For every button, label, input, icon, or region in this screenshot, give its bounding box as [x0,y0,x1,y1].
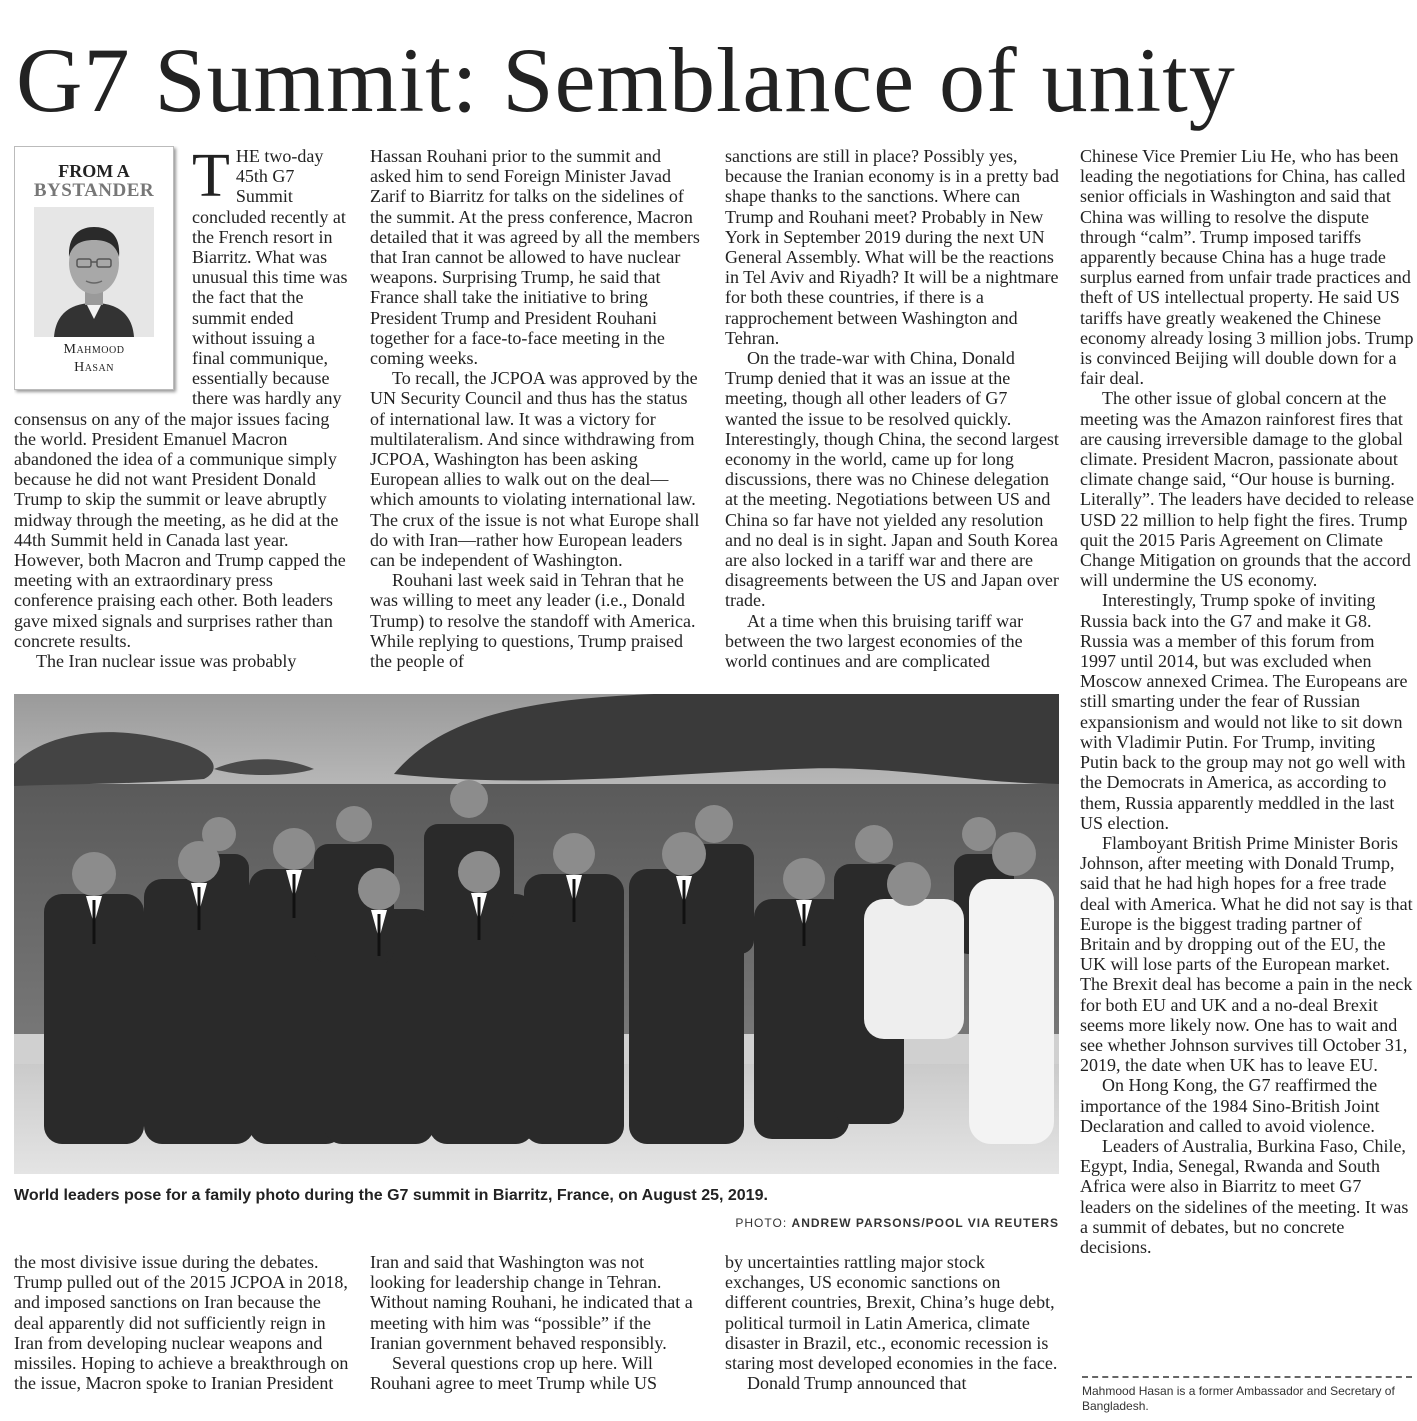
photo-caption: World leaders pose for a family photo during the G7 summit in Biarritz, France, on August 25, 2019. [14,1187,768,1204]
article-paragraph: Interestingly, Trump spoke of inviting Russia back into the G7 and make it G8. Russia was a member of this forum from 1997 until 2014, but was excluded when Moscow annexed Crimea. The Europeans are still smarting under the fear of Russian expansionism and would not like to sit down with Vladimir Putin. For Trump, inviting Putin back to the group may not go well with the Democrats in America, as according to them, Russia apparently meddled in the last US election. [1080,590,1408,833]
article-paragraph: Rouhani last week said in Tehran that he was willing to meet any leader (i.e., Donald Trump) to resolve the standoff with America. While replying to questions, Trump praised the people of [370,570,696,672]
byline-kicker-line1: FROM A [58,161,130,181]
article-paragraph: On the trade-war with China, Donald Trump denied that it was an issue at the meeting, though all other leaders of G7 wanted the issue to be resolved quickly. Interestingly, though China, the second largest economy in the world, came up for long discussions, there was no Chinese delegation at the meeting. Negotiations between US and China so far have not yielded any resolution and no deal is in sight. Japan and South Korea are also locked in a tariff war and there are disagreements between the US and Japan over trade. [725,348,1059,611]
article-paragraph: Hassan Rouhani prior to the summit and asked him to send Foreign Minister Javad Zarif to Biarritz for talks on the sidelines of the summit. At the press conference, Macron detailed that it was agreed by all the members that Iran cannot be allowed to have nuclear weapons. Surprising Trump, he said that France shall take the initiative to bring President Trump and President Rouhani together for a face-to-face meeting in the coming weeks. [370,146,700,369]
article-paragraph: sanctions are still in place? Possibly yes, because the Iranian economy is in a pretty bad shape thanks to the sanctions. Where can Trump and Rouhani meet? Probably in New York in September 2019 during the next UN General Assembly. What will be the reactions in Tel Aviv and Riyadh? It will be a nightmare for both these countries, if there is a rapprochement between Washington and Tehran. [725,146,1059,348]
column-1-top [14,146,352,694]
article-paragraph: Donald Trump announced that [747,1373,967,1394]
author-name-line1: Mahmood [63,342,125,357]
article-paragraph: by uncertainties rattling major stock exchanges, US economic sanctions on different countries, Brexit, China’s huge debt, political turmoil in Latin America, climate disaster in Brazil, etc., economic recession is staring most developed economies in the face. [725,1252,1058,1374]
headline: G7 Summit: Semblance of unity [16,29,1236,131]
footnote-divider [1082,1376,1412,1378]
article-paragraph: Iran and said that Washington was not looking for leadership change in Tehran. Without naming Rouhani, he indicated that a meeting with him was “possible” if the Iranian government behaved responsibly. [370,1252,693,1353]
paragraph-text: HE two-day 45th G7 Summit concluded recently at the French resort in Biarritz. What was unusual this time was the fact that the summit ended without issuing a final communique, essentially because there was hardly any consensus on any of the major issues facing the world. President Emanuel Macron abandoned the idea of a communique simply because he did not want President Donald Trump to skip the summit or leave abruptly midway through the meeting, as he did at the 44th Summit held in Canada last year. However, both Macron and Trump capped the meeting with an extraordinary press conference praising each other. Both leaders gave mixed signals and surprises rather than concrete results. [14,146,348,651]
photo-credit-label: PHOTO: [735,1216,788,1230]
g7-family-photo [14,694,1059,1174]
column-3-top [725,146,1061,694]
photo-credit-name: ANDREW PARSONS/POOL VIA REUTERS [791,1216,1059,1230]
article-paragraph: Several questions crop up here. Will Rouhani agree to meet Trump while US [370,1353,657,1394]
column-2-top [370,146,702,694]
byline-kicker-line2: BYSTANDER [33,180,155,201]
column-3-bottom [725,1252,1061,1416]
column-1-bottom [14,1252,352,1416]
column-2-bottom [370,1252,702,1416]
article-paragraph: At a time when this bruising tariff war between the two largest economies of the world continues and are complicated [725,610,1024,672]
byline-box [14,146,174,390]
photo-credit [14,1216,1059,1230]
article-paragraph: the most divisive issue during the debates. Trump pulled out of the 2015 JCPOA in 2018, and imposed sanctions on Iran because the deal apparently did not sufficiently reign in Iran from developing nuclear weapons and missiles. Hoping to achieve a breakthrough on the issue, Macron spoke to Iranian President [14,1252,349,1394]
article-paragraph: The Iran nuclear issue was probably [36,651,297,672]
drop-cap: T [192,146,230,210]
author-name-line2: Hasan [74,360,114,375]
article-paragraph: To recall, the JCPOA was approved by the UN Security Council and thus has the status of international law. It was a victory for multilateralism. And since withdrawing from JCPOA, Washington has been asking European allies to walk out on the deal—which amounts to violating international law. The crux of the issue is not what Europe shall do with Iran—rather how European leaders can be independent of Washington. [370,368,700,571]
author-footnote: Mahmood Hasan is a former Ambassador and Secretary of Bangladesh. [1082,1384,1395,1413]
article-paragraph: Flamboyant British Prime Minister Boris Johnson, after meeting with Donald Trump, said that he had high hopes for a free trade deal with America. What he did not say is that Europe is the biggest trading partner of Britain and by dropping out of the EU, the UK will lose parts of the European market. The Brexit deal has become a pain in the neck for both EU and UK and a no-deal Brexit seems more likely now. One has to wait and see whether Johnson survives till October 31, 2019, the date when UK has to leave EU. [1080,832,1413,1076]
author-portrait [34,207,154,337]
column-4 [1080,146,1414,1368]
article-paragraph: Chinese Vice Premier Liu He, who has been leading the negotiations for China, has called senior officials in Washington and said that China was willing to resolve the dispute through “calm”. Trump imposed tariffs apparently because China has a huge trade surplus earned from unfair trade practices and theft of US intellectual property. He said US tariffs have greatly weakened the Chinese economy already losing 3 million jobs. Trump is convinced Beijing will double down for a fair deal. [1080,146,1414,389]
article-paragraph: The other issue of global concern at the meeting was the Amazon rainforest fires that are causing irreversible damage to the global climate. President Macron, passionate about climate change said, “Our house is burning. Literally”. The leaders have decided to release USD 22 million to help fight the fires. Trump quit the 2015 Paris Agreement on Climate Change Mitigation on grounds that the accord will undermine the US economy. [1080,388,1414,591]
article-paragraph: Leaders of Australia, Burkina Faso, Chile, Egypt, India, Senegal, Rwanda and South Africa were also in Biarritz to meet G7 leaders on the sidelines of the meeting. It was a summit of debates, but no concrete decisions. [1080,1135,1409,1257]
article-paragraph: On Hong Kong, the G7 reaffirmed the importance of the 1984 Sino-British Joint Declaration and called to avoid violence. [1080,1075,1380,1136]
